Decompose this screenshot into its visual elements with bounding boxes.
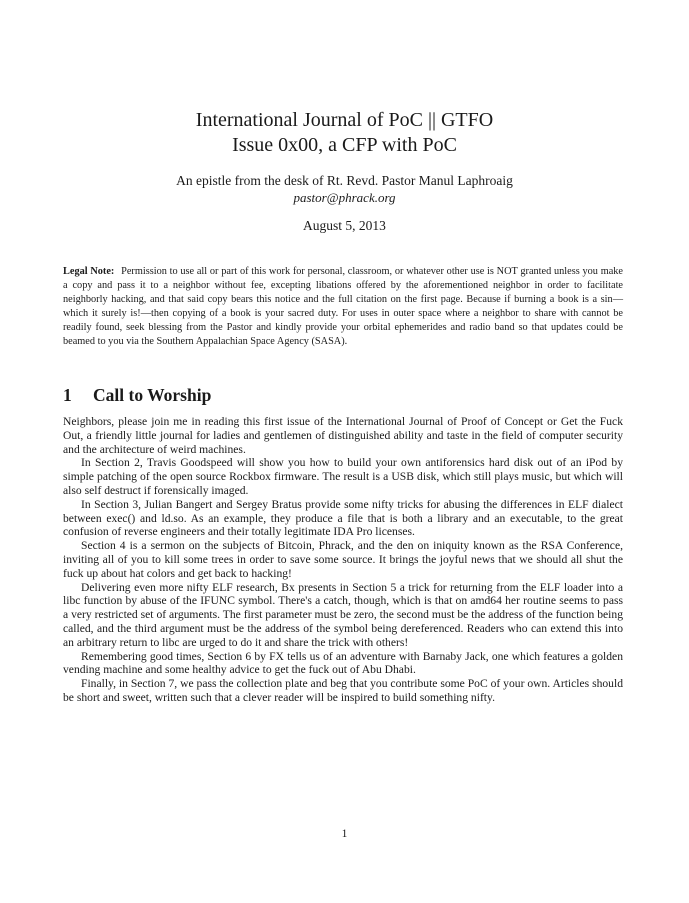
paragraph: Neighbors, please join me in reading this first issue of the International Journal of Proof of Concept or Get the Fuck Out, a friendly little journal for ladies and gentlemen of distinguished ability and taste in the field of computer security and the architecture of weird machines. — [63, 415, 623, 456]
publication-date: August 5, 2013 — [303, 218, 386, 233]
paragraph: Delivering even more nifty ELF research, Bx presents in Section 5 a trick for returning from the ELF loader into a libc function by abuse of the IFUNC symbol. There's a catch, though, which is that on amd64 her routine seems to pass a very restricted set of arguments. The first parameter must be zero, the second must be the address of the function being called, and the third argument must be the address of the symbol being dereferenced. Readers who can extend this into an arbitrary return to libc are urged to do it and share the trick with others! — [63, 580, 623, 649]
paragraph: Section 4 is a sermon on the subjects of Bitcoin, Phrack, and the den on iniquity known as the RSA Conference, inviting all of you to kill some trees in order to save some source. It brings the joyful news that we should all shut the fuck up about hat colors and get back to hacking! — [63, 539, 623, 580]
author-email: pastor@phrack.org — [293, 190, 396, 205]
section-heading — [63, 384, 211, 406]
section-number: 1 — [63, 385, 72, 405]
paragraph: In Section 2, Travis Goodspeed will show you how to build your own antiforensics hard disk out of an iPod by simple patching of the open source Rockbox firmware. The result is a USB disk, which still plays music, but which will also self destruct if forensically imaged. — [63, 456, 623, 497]
paragraph: Remembering good times, Section 6 by FX tells us of an adventure with Barnaby Jack, one which features a golden vending machine and some healthy advice to get the fuck out of Abu Dhabi. — [63, 649, 623, 677]
title-block — [0, 108, 689, 234]
legal-note — [63, 265, 623, 350]
section-title: Call to Worship — [93, 385, 212, 405]
legal-note-label: Legal Note: — [63, 266, 115, 277]
author-byline: An epistle from the desk of Rt. Revd. Pastor Manul Laphroaig — [176, 173, 513, 188]
issue-title: Issue 0x00, a CFP with PoC — [232, 134, 457, 156]
section-body — [63, 415, 623, 705]
journal-title: International Journal of PoC || GTFO — [195, 109, 494, 131]
paragraph: Finally, in Section 7, we pass the collection plate and beg that you contribute some PoC of your own. Articles should be short and sweet, written such that a clever reader will be inspired to build something nifty. — [63, 677, 623, 704]
legal-note-text: Permission to use all or part of this work for personal, classroom, or whatever other use is NOT granted unless you make a copy and pass it to a neighbor without fee, excepting libations offered by the aforementioned neighbor in order to facilitate neighborly hacking, and that said copy bears this notice and the full citation on the first page. Because if burning a book is a sin—which it surely is!—then copying of a book is your sacred duty. For uses in outer space where a neighbor to share with cannot be readily found, seek blessing from the Pastor and kindly provide your orbital ephemerides and radio band so that updates could be beamed to you via the Southern Appalachian Space Agency (SASA). — [63, 266, 623, 348]
paragraph: In Section 3, Julian Bangert and Sergey Bratus provide some nifty tricks for abusing the differences in ELF dialect between exec() and ld.so. As an example, they produce a file that is both a library and an executable, to the great confusion of reverse engineers and their totally legitimate IDA Pro licenses. — [63, 497, 623, 539]
page-number: 1 — [341, 828, 348, 840]
